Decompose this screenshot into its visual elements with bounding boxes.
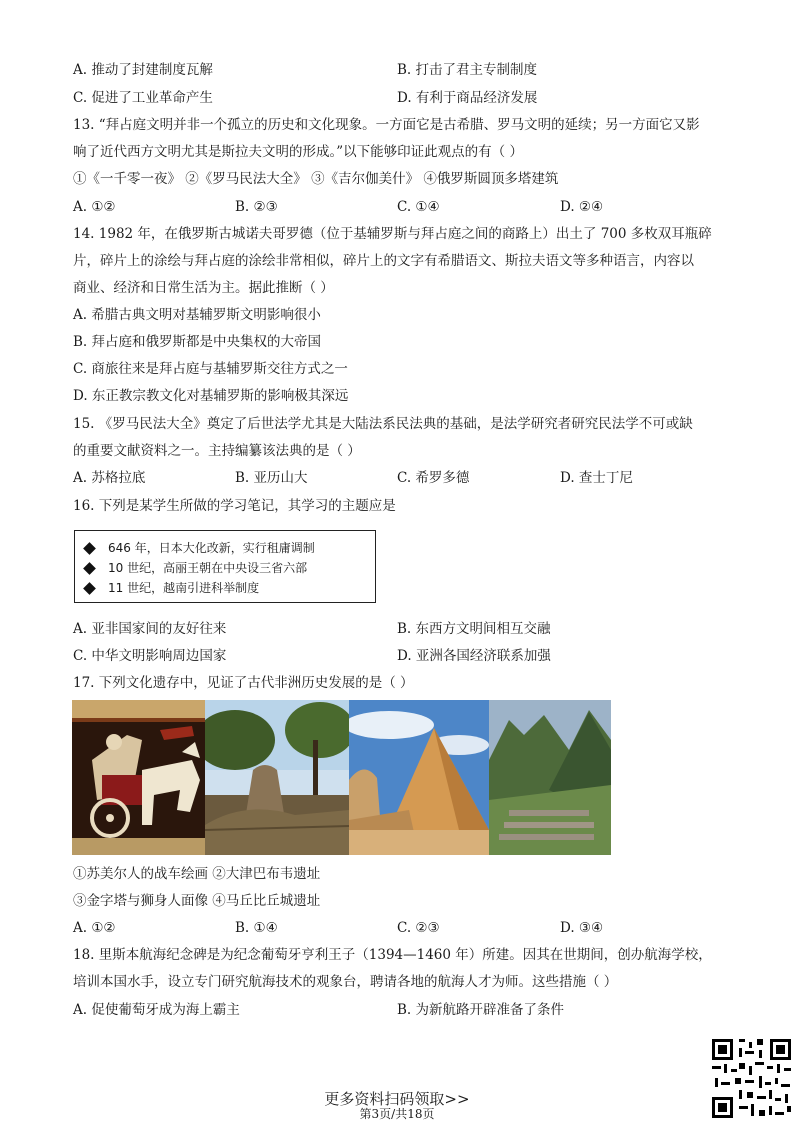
q18-option-b: B. 为新航路开辟准备了条件: [397, 1002, 565, 1018]
diamond-bullet-icon: [83, 542, 96, 555]
q13-option-d: D. ②④: [560, 199, 604, 215]
q14-stem-line2: 片，碎片上的涂绘与拜占庭的涂绘非常相似，碎片上的文字有希腊语文、斯拉夫语文等多种语言，内容以: [73, 253, 694, 269]
q18-stem-line1: 18. 里斯本航海纪念碑是为纪念葡萄牙亨利王子（1394—1460 年）所建。因其在世期间，创办航海学校，: [73, 947, 712, 963]
q13-option-a: A. ①②: [73, 199, 116, 215]
study-notes-box: [74, 530, 376, 603]
diamond-bullet-icon: [83, 562, 96, 575]
q17-option-a: A. ①②: [73, 920, 116, 936]
page-number: 第3页/共18页: [359, 1107, 435, 1121]
machu-picchu-ruins-image: [489, 700, 611, 855]
q17-stem: 17. 下列文化遗存中，见证了古代非洲历史发展的是（ ）: [73, 675, 414, 691]
q16-stem: 16. 下列是某学生所做的学习笔记，其学习的主题应是: [73, 498, 396, 514]
q17-items-line2: ③金字塔与狮身人面像 ④马丘比丘城遗址: [73, 893, 321, 909]
q16-option-c: C. 中华文明影响周边国家: [73, 648, 227, 664]
q14-option-a: A. 希腊古典文明对基辅罗斯文明影响很小: [73, 307, 321, 323]
q17-option-d: D. ③④: [560, 920, 604, 936]
q18-option-a: A. 促使葡萄牙成为海上霸主: [73, 1002, 240, 1018]
q13-stem-line1: 13. “拜占庭文明并非一个孤立的历史和文化现象。一方面它是古希腊、罗马文明的延续；另一方面它又影: [73, 117, 700, 133]
q14-option-c: C. 商旅往来是拜占庭与基辅罗斯交往方式之一: [73, 361, 348, 377]
q13-stem-line2: 响了近代西方文明尤其是斯拉夫文明的形成。”以下能够印证此观点的有（ ）: [73, 144, 523, 160]
q15-stem-line1: 15. 《罗马民法大全》奠定了后世法学尤其是大陆法系民法典的基础，是法学研究者研究民法学不可或缺: [73, 416, 693, 432]
q12-option-c: C. 促进了工业革命产生: [73, 90, 213, 106]
q12-option-b: B. 打击了君主专制制度: [397, 62, 538, 78]
q15-option-d: D. 查士丁尼: [560, 470, 633, 486]
diamond-bullet-icon: [83, 582, 96, 595]
q14-option-d: D. 东正教宗教文化对基辅罗斯的影响极其深远: [73, 388, 349, 404]
note-item-3: 11 世纪，越南引进科举制度: [85, 579, 259, 596]
q13-option-b: B. ②③: [235, 199, 278, 215]
q15-option-c: C. 希罗多德: [397, 470, 470, 486]
sumerian-chariot-painting-image: [72, 700, 205, 855]
note-item-1: 646 年，日本大化改新，实行租庸调制: [85, 539, 315, 556]
great-zimbabwe-ruins-image: [205, 700, 349, 855]
q15-stem-line2: 的重要文献资料之一。主持编纂该法典的是（ ）: [73, 443, 361, 459]
q14-option-b: B. 拜占庭和俄罗斯都是中央集权的大帝国: [73, 334, 322, 350]
q12-option-d: D. 有利于商品经济发展: [397, 90, 538, 106]
q13-option-c: C. ①④: [397, 199, 440, 215]
q17-option-c: C. ②③: [397, 920, 440, 936]
q15-option-a: A. 苏格拉底: [73, 470, 146, 486]
q15-option-b: B. 亚历山大: [235, 470, 308, 486]
note-item-2: 10 世纪，高丽王朝在中央设三省六部: [85, 559, 307, 576]
q16-option-a: A. 亚非国家间的友好往来: [73, 621, 227, 637]
q14-stem-line1: 14. 1982 年，在俄罗斯古城诺夫哥罗德（位于基辅罗斯与拜占庭之间的商路上）出土了 700 多枚双耳瓶碎: [73, 226, 712, 242]
q16-option-d: D. 亚洲各国经济联系加强: [397, 648, 551, 664]
q12-option-a: A. 推动了封建制度瓦解: [73, 62, 213, 78]
q13-items: ①《一千零一夜》 ②《罗马民法大全》 ③《吉尔伽美什》 ④俄罗斯圆顶多塔建筑: [73, 171, 559, 187]
q17-option-b: B. ①④: [235, 920, 278, 936]
pyramid-and-sphinx-image: [349, 700, 489, 855]
q17-items-line1: ①苏美尔人的战车绘画 ②大津巴布韦遗址: [73, 866, 321, 882]
q18-stem-line2: 培训本国水手，设立专门研究航海技术的观象台，聘请各地的航海人才为师。这些措施（ ）: [73, 974, 618, 990]
q14-stem-line3: 商业、经济和日常生活为主。据此推断（ ）: [73, 280, 334, 296]
more-materials-link[interactable]: 更多资料扫码领取>>: [324, 1090, 470, 1108]
q16-option-b: B. 东西方文明间相互交融: [397, 621, 551, 637]
